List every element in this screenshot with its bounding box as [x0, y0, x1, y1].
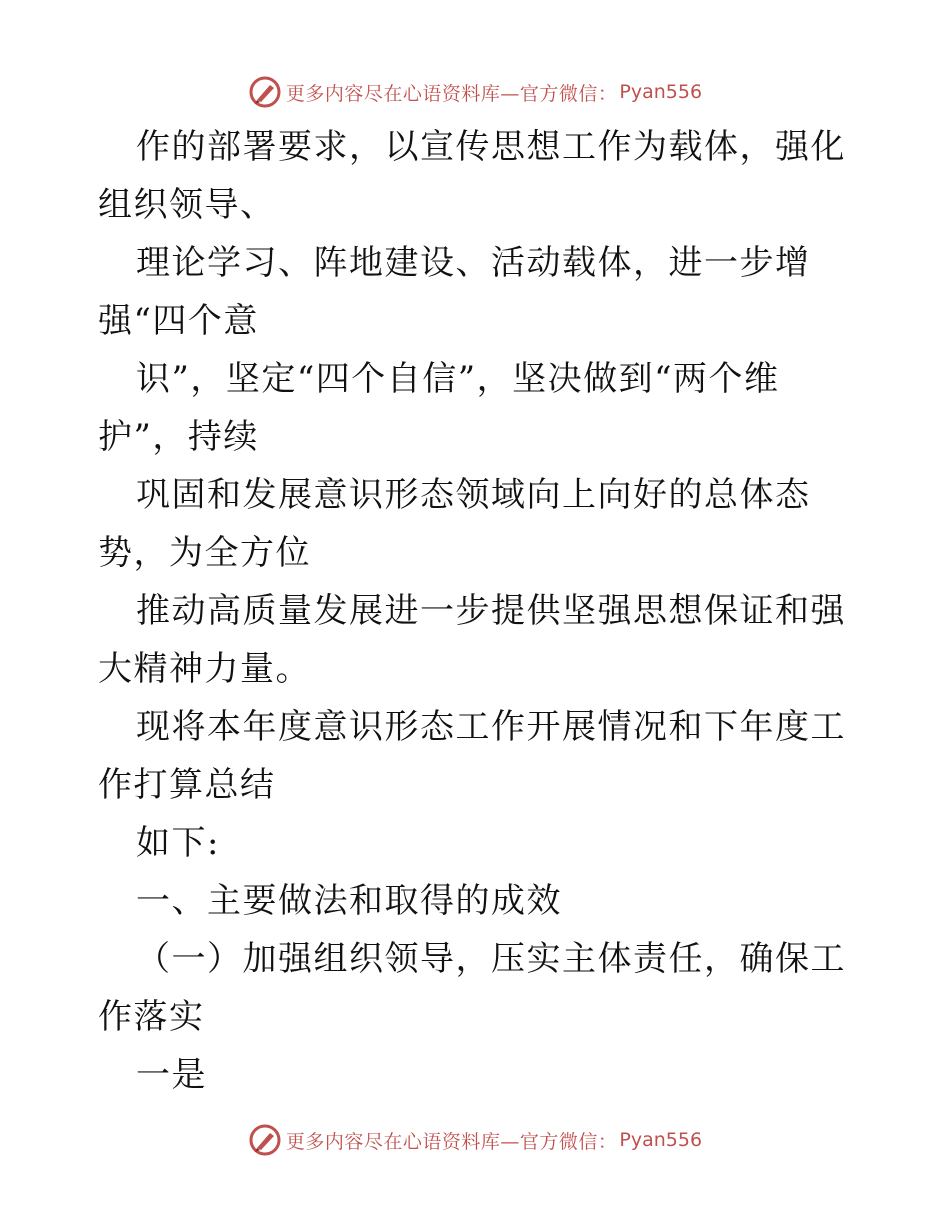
document-body	[98, 118, 858, 1104]
paragraph: 如下:	[136, 823, 220, 863]
footer-watermark	[0, 1120, 950, 1160]
section-heading: 一、主要做法和取得的成效	[136, 881, 562, 921]
pen-logo-icon	[248, 75, 282, 109]
paragraph: 理论学习、阵地建设、活动载体，进一步增强“四个意	[98, 243, 811, 341]
paragraph: 作的部署要求，以宣传思想工作为载体，强化组织领导、	[98, 127, 846, 225]
paragraph: 巩固和发展意识形态领域向上向好的总体态势，为全方位	[98, 475, 811, 573]
watermark-wechat-id: Pyan556	[619, 1129, 703, 1151]
subsection-heading: （一）加强组织领导，压实主体责任，确保工作落实	[98, 939, 846, 1037]
watermark-text: 更多内容尽在心语资料库—官方微信：	[285, 82, 618, 105]
paragraph: 现将本年度意识形态工作开展情况和下年度工作打算总结	[98, 707, 846, 805]
watermark-wechat-id: Pyan556	[619, 81, 703, 103]
pen-logo-icon	[248, 1123, 282, 1157]
paragraph: 识”，坚定“四个自信”，坚决做到“两个维护”，持续	[98, 359, 780, 457]
paragraph: 一是	[136, 1055, 207, 1095]
header-watermark	[0, 72, 950, 112]
watermark-text: 更多内容尽在心语资料库—官方微信：	[285, 1130, 618, 1153]
paragraph: 推动高质量发展进一步提供坚强思想保证和强大精神力量。	[98, 591, 846, 689]
